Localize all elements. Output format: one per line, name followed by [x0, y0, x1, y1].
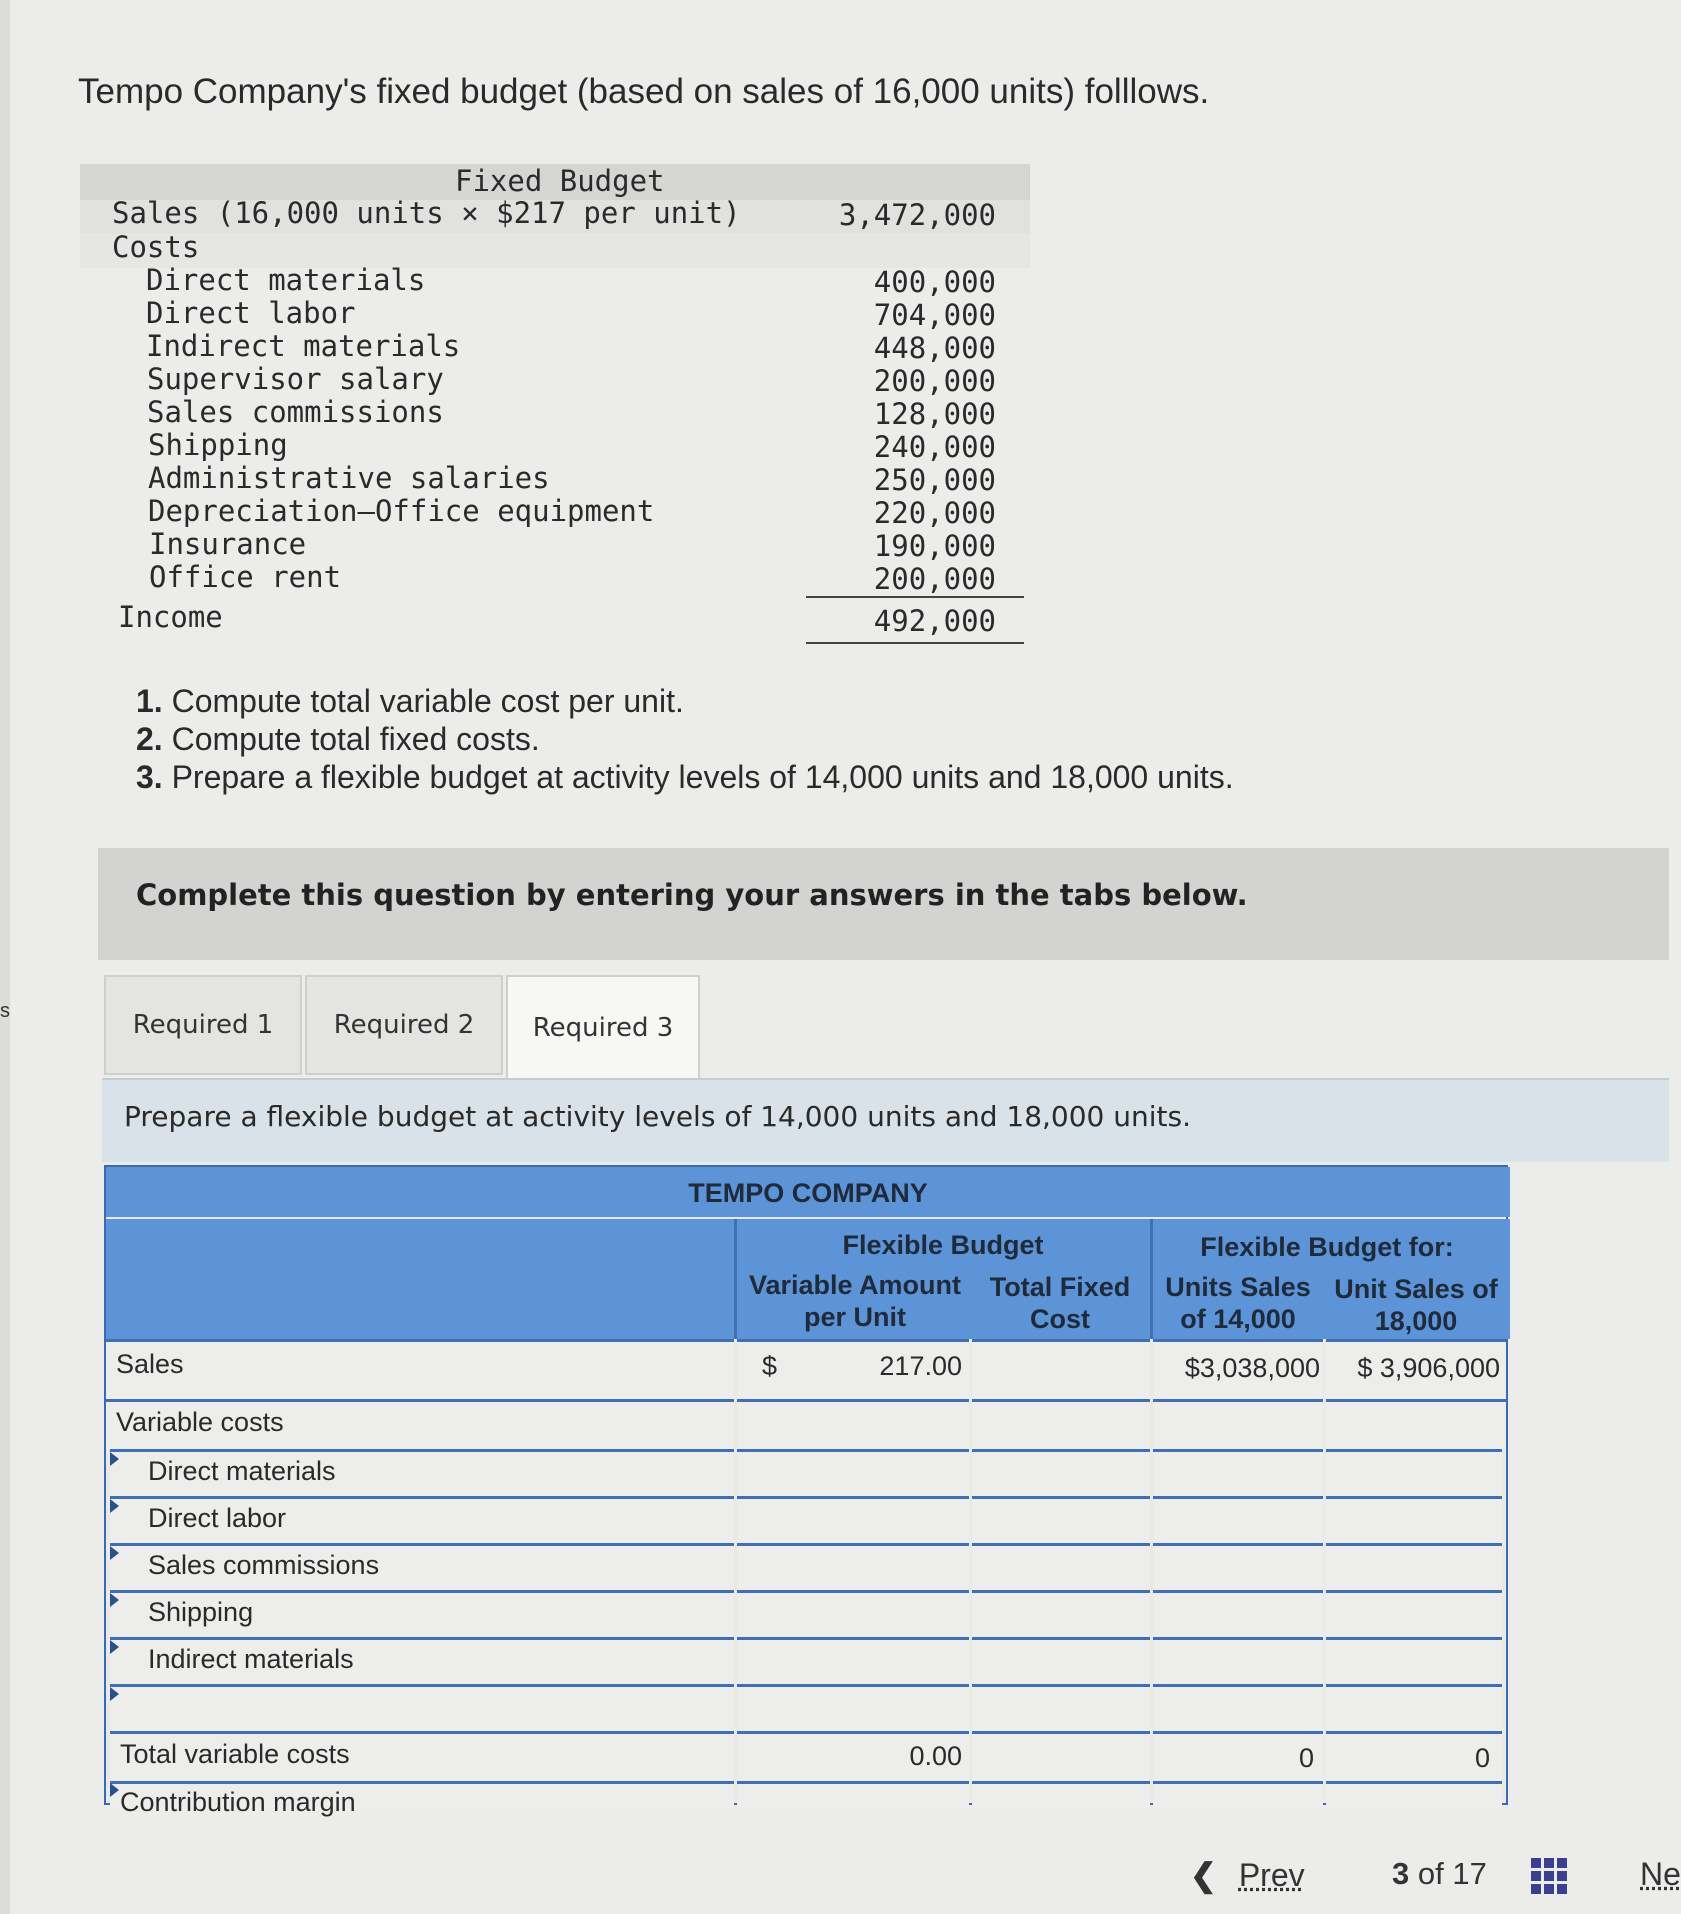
prev-button[interactable]: [1190, 1856, 1305, 1894]
cost-value: 200,000: [873, 562, 996, 596]
heading-blank-cell: [972, 1399, 1150, 1449]
input-cell[interactable]: [972, 1496, 1150, 1543]
dropdown-marker-icon: [110, 1452, 119, 1466]
total-var-value: 0.00: [909, 1741, 962, 1771]
fixed-budget-title: Fixed Budget: [455, 164, 665, 198]
row-label-cell[interactable]: [110, 1684, 734, 1731]
dropdown-marker-icon: [110, 1546, 119, 1560]
input-cell[interactable]: [737, 1684, 969, 1731]
tab-required-1[interactable]: Required 1: [104, 975, 302, 1075]
cost-label: Direct materials: [146, 263, 426, 297]
contribution-margin-label: Contribution margin: [120, 1787, 356, 1817]
input-cell[interactable]: [1153, 1637, 1323, 1684]
variable-cost-label: Direct labor: [148, 1503, 287, 1533]
input-cell[interactable]: [737, 1637, 969, 1684]
variable-cost-label: Direct materials: [148, 1456, 336, 1486]
col-header-units-18000: Unit Sales of 18,000: [1334, 1274, 1498, 1336]
instruction-text: Complete this question by entering your answers in the tabs below.: [136, 878, 1248, 912]
dropdown-marker-icon: [110, 1640, 119, 1654]
cost-label: Indirect materials: [146, 329, 461, 363]
total-rule: [806, 642, 1024, 644]
input-cell[interactable]: [972, 1637, 1150, 1684]
input-cell[interactable]: [1326, 1637, 1502, 1684]
input-cell[interactable]: [737, 1590, 969, 1637]
fixed-budget-header: [80, 164, 1030, 200]
input-cell[interactable]: [1326, 1449, 1502, 1496]
cost-label: Sales commissions: [147, 395, 444, 429]
dropdown-marker-icon: [110, 1687, 119, 1701]
heading-blank-cell: [1153, 1399, 1323, 1449]
tab-required-2[interactable]: Required 2: [305, 975, 503, 1075]
question-item: 2. Compute total fixed costs.: [136, 721, 540, 757]
input-cell[interactable]: [1326, 1781, 1502, 1811]
company-name: TEMPO COMPANY: [688, 1178, 928, 1208]
total-fixed-cell: [972, 1731, 1150, 1781]
group-header-flexible-budget: Flexible Budget: [842, 1230, 1044, 1260]
input-cell[interactable]: [972, 1449, 1150, 1496]
edge-fragment: s: [0, 1000, 10, 1022]
cost-value: 448,000: [873, 331, 996, 365]
cost-value: 190,000: [873, 529, 996, 563]
variable-cost-label: Indirect materials: [148, 1644, 354, 1674]
input-cell[interactable]: [1153, 1449, 1323, 1496]
cost-value: 250,000: [873, 463, 996, 497]
heading-blank-cell: [1326, 1399, 1506, 1449]
sales-14000-value: $3,038,000: [1184, 1353, 1320, 1383]
cost-value: 704,000: [873, 298, 996, 332]
input-cell[interactable]: [972, 1781, 1150, 1811]
header-divider: [734, 1219, 737, 1339]
input-cell[interactable]: [737, 1496, 969, 1543]
cost-value: 400,000: [873, 265, 996, 299]
col-header-variable-amount: Variable Amount per Unit: [748, 1270, 962, 1332]
input-cell[interactable]: [1326, 1590, 1502, 1637]
instruction-banner: [98, 848, 1669, 960]
input-cell[interactable]: [1153, 1543, 1323, 1590]
cost-label: Depreciation—Office equipment: [148, 494, 655, 528]
input-cell[interactable]: [972, 1543, 1150, 1590]
question-item: 1. Compute total variable cost per unit.: [136, 683, 684, 719]
input-cell[interactable]: [972, 1684, 1150, 1731]
input-cell[interactable]: [1153, 1590, 1323, 1637]
variable-cost-label: Sales commissions: [148, 1550, 380, 1580]
total-14000-value: 0: [1298, 1743, 1314, 1773]
dropdown-marker-icon: [110, 1783, 119, 1797]
input-cell[interactable]: [1153, 1684, 1323, 1731]
total-18000-value: 0: [1474, 1743, 1490, 1773]
input-cell[interactable]: [737, 1449, 969, 1496]
sales-fixed-cell[interactable]: [972, 1339, 1150, 1399]
prev-label: Prev: [1238, 1857, 1305, 1893]
dropdown-marker-icon: [110, 1593, 119, 1607]
income-value: 492,000: [873, 604, 996, 638]
cost-label: Supervisor salary: [147, 362, 444, 396]
variable-costs-heading: Variable costs: [116, 1407, 284, 1437]
income-label: Income: [118, 600, 223, 634]
heading-blank-cell: [737, 1399, 969, 1449]
input-cell[interactable]: [1326, 1543, 1502, 1590]
col-header-units-14000: Units Sales of 14,000: [1165, 1272, 1311, 1334]
header-divider: [1150, 1219, 1153, 1339]
sales-label-cell: [106, 1339, 734, 1399]
variable-cost-label: Shipping: [148, 1597, 254, 1627]
question-total: of 17: [1417, 1856, 1487, 1891]
tab-prompt-bar: [102, 1078, 1669, 1162]
cost-label: Office rent: [149, 560, 342, 594]
cost-label: Direct labor: [146, 296, 356, 330]
input-cell[interactable]: [1326, 1684, 1502, 1731]
next-button[interactable]: Ne: [1640, 1856, 1681, 1892]
col-header-total-fixed: Total Fixed Cost: [989, 1272, 1131, 1334]
cost-value: 240,000: [873, 430, 996, 464]
sales-value: 3,472,000: [838, 198, 996, 232]
grid-menu-icon[interactable]: [1531, 1858, 1567, 1894]
total-variable-costs-label: Total variable costs: [120, 1739, 350, 1769]
tab-required-3[interactable]: Required 3: [506, 975, 700, 1079]
cost-value: 200,000: [873, 364, 996, 398]
chevron-left-icon: ❮: [1190, 1857, 1217, 1893]
cost-value: 220,000: [873, 496, 996, 530]
input-cell[interactable]: [737, 1781, 969, 1811]
flexible-budget-table: [104, 1165, 1508, 1817]
current-question: 3: [1392, 1856, 1410, 1891]
sales-row-label: Sales: [116, 1349, 184, 1379]
group-header-flexible-budget-for: Flexible Budget for:: [1200, 1232, 1454, 1262]
question-item: 3. Prepare a flexible budget at activity levels of 14,000 units and 18,000 units.: [136, 759, 1234, 795]
sales-var-value: 217.00: [879, 1351, 962, 1381]
costs-label: Costs: [112, 230, 200, 264]
dropdown-marker-icon: [110, 1499, 119, 1513]
input-cell[interactable]: [1153, 1781, 1323, 1811]
input-cell[interactable]: [972, 1590, 1150, 1637]
tab-prompt: Prepare a flexible budget at activity levels of 14,000 units and 18,000 units.: [124, 1100, 1192, 1133]
sales-dollar-sign: $: [762, 1351, 778, 1381]
problem-intro: Tempo Company's fixed budget (based on sales of 16,000 units) folllows.: [78, 72, 1210, 111]
question-list: [136, 682, 1234, 796]
sales-label: Sales (16,000 units × $217 per unit): [112, 196, 741, 230]
question-counter: [1392, 1856, 1487, 1892]
input-cell[interactable]: [1153, 1496, 1323, 1543]
left-edge-strip: [0, 0, 10, 1914]
cost-label: Insurance: [149, 527, 307, 561]
cost-label: Shipping: [148, 428, 288, 462]
cost-label: Administrative salaries: [148, 461, 550, 495]
cost-value: 128,000: [873, 397, 996, 431]
input-cell[interactable]: [1326, 1496, 1502, 1543]
sales-18000-value: $ 3,906,000: [1357, 1353, 1500, 1383]
fixed-budget-table: [80, 164, 1030, 654]
input-cell[interactable]: [737, 1543, 969, 1590]
subtotal-rule: [806, 596, 1024, 598]
